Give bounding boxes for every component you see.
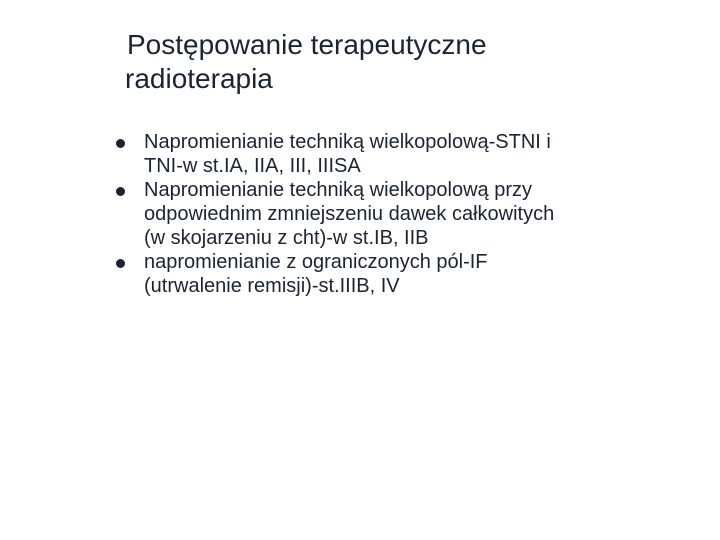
bullet-item: [110, 178, 670, 250]
bullet-dot-icon: [116, 139, 125, 148]
bullet-text-line: TNI-w st.IA, IIA, III, IIISA: [144, 155, 361, 177]
bullet-text-line: Napromienianie techniką wielkopolową-STNI i: [144, 131, 551, 153]
title-line: Postępowanie terapeutyczne: [127, 29, 487, 60]
bullet-list: [110, 130, 670, 298]
title-line: radioterapia: [125, 63, 273, 94]
bullet-text-line: Napromienianie techniką wielkopolową przy: [144, 179, 532, 201]
bullet-text-line: napromienianie z ograniczonych pól-IF: [144, 251, 488, 273]
bullet-dot-icon: [116, 187, 125, 196]
bullet-text-line: (utrwalenie remisji)-st.IIIB, IV: [144, 275, 400, 297]
bullet-text-line: odpowiednim zmniejszeniu dawek całkowitych: [144, 203, 555, 225]
bullet-item: [110, 250, 670, 298]
slide-title: [127, 28, 687, 96]
bullet-item: [110, 130, 670, 178]
bullet-text-line: (w skojarzeniu z cht)-w st.IB, IIB: [144, 227, 429, 249]
bullet-dot-icon: [116, 259, 125, 268]
